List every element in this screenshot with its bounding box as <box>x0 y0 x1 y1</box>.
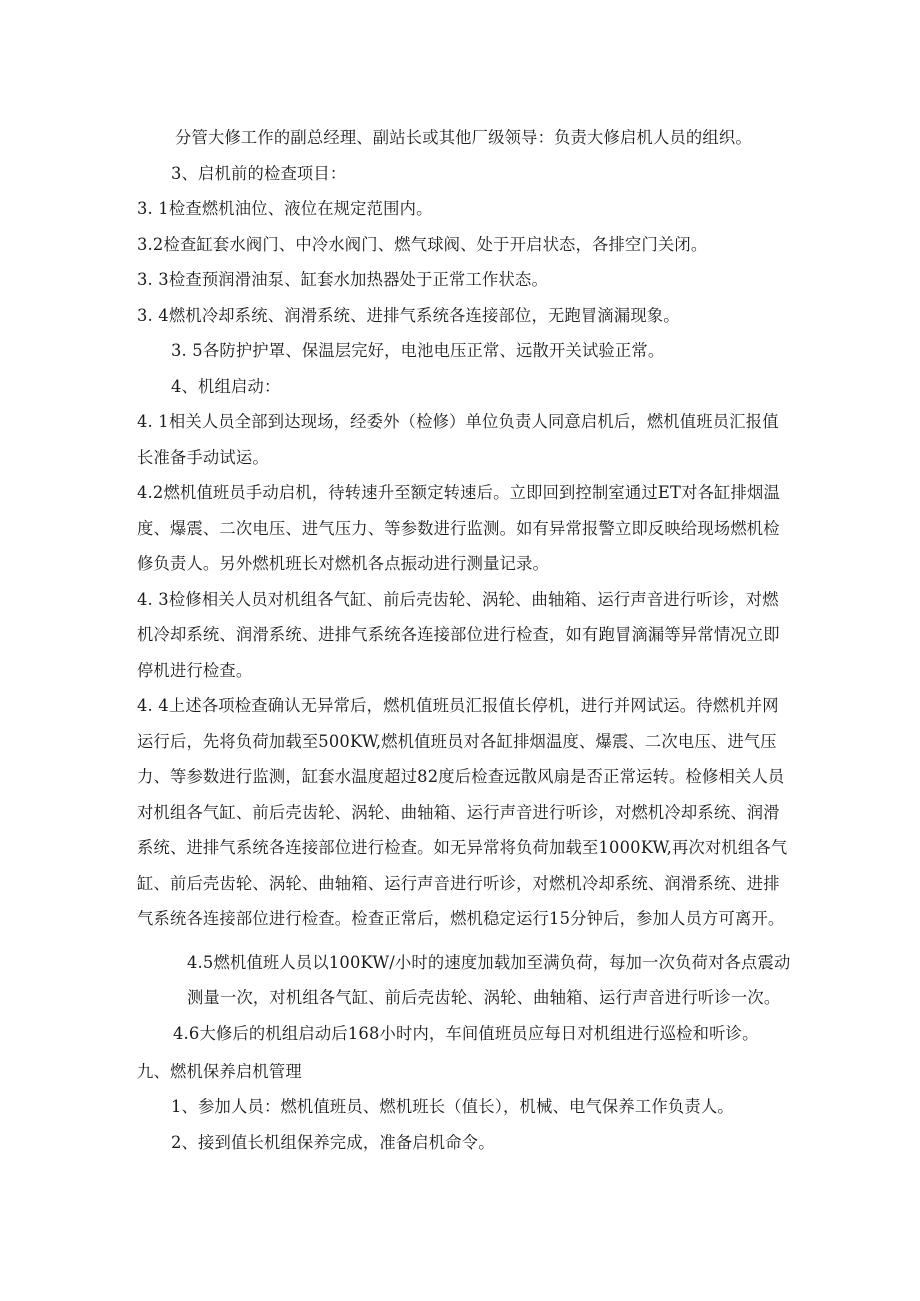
section-nine-heading: 九、燃机保养启机管理 <box>137 1061 302 1081</box>
item-4-6: 4.6大修后的机组启动后168小时内，车间值班员应每日对机组进行巡检和听诊。 <box>173 1023 759 1043</box>
item-3-3: 3. 3检查预润滑油泵、缸套水加热器处于正常工作状态。 <box>137 270 548 289</box>
item-3-1: 3. 1检查燃机油位、液位在规定范围内。 <box>137 199 433 218</box>
item-3-4: 3. 4燃机冷却系统、润滑系统、进排气系统各连接部位，无跑冒滴漏现象。 <box>137 305 680 325</box>
item-4-1: 4. 1相关人员全部到达现场，经委外（检修）单位负责人同意启机后，燃机值班员汇报值长准备手动试运。 <box>137 412 779 467</box>
heading-unit-start: 4、机组启动： <box>171 376 281 396</box>
item-3-5: 3. 5各防护护罩、保温层完好，电池电压正常、远散开关试验正常。 <box>171 341 665 360</box>
heading-pre-start-checks: 3、启机前的检查项目： <box>171 163 347 183</box>
item-4-3: 4. 3检修相关人员对机组各气缸、前后壳齿轮、涡轮、曲轴箱、运行声音进行听诊，对燃机冷却系统、润滑系统、进排气系统各连接部位进行检查，如有跑冒滴漏等异常情况立即停机进行检查。 <box>137 589 780 680</box>
item-nine-1: 1、参加人员：燃机值班员、燃机班长（值长），机械、电气保养工作负责人。 <box>171 1097 734 1116</box>
item-3-2: 3.2检查缸套水阀门、中冷水阀门、燃气球阀、处于开启状态，各排空门关闭。 <box>137 234 708 254</box>
item-4-5: 4.5燃机值班人员以100KW/小时的速度加载加至满负荷，每加一次负荷对各点震动测量一次，对机组各气缸、前后壳齿轮、涡轮、曲轴箱、运行声音进行听诊一次。 <box>187 952 791 1007</box>
item-nine-2: 2、接到值长机组保养完成，准备启机命令。 <box>171 1132 495 1152</box>
paragraph-leader-duty: 分管大修工作的副总经理、副站长或其他厂级领导：负责大修启机人员的组织。 <box>175 128 752 147</box>
document-body <box>137 120 792 1160</box>
item-4-4: 4. 4上述各项检查确认无异常后，燃机值班员汇报值长停机，进行并网试运。待燃机并网运行后，先将负荷加载至500KW,燃机值班员对各缸排烟温度、爆震、二次电压、进气压力、等参数进行监测，缸套水温度超过82度后检查远散风扇是否正常运转。检修相关人员对机组各气缸、前后壳齿轮、涡轮、曲轴箱、运行声音进行听诊，对燃机冷却系统、润滑系统、进排气系统各连接部位进行检查。如无异常将负荷加载至1000KW,再次对机组各气缸、前后壳齿轮、涡轮、曲轴箱、运行声音进行听诊，对燃机冷却系统、润滑系统、进排气系统各连接部位进行检查。检查正常后，燃机稳定运行15分钟后，参加人员方可离开。 <box>137 696 788 928</box>
item-4-2: 4.2燃机值班员手动启机，待转速升至额定转速后。立即回到控制室通过ET对各缸排烟温度、爆震、二次电压、进气压力、等参数进行监测。如有异常报警立即反映给现场燃机检修负责人。另外燃机班长对燃机各点振动进行测量记录。 <box>137 483 780 573</box>
